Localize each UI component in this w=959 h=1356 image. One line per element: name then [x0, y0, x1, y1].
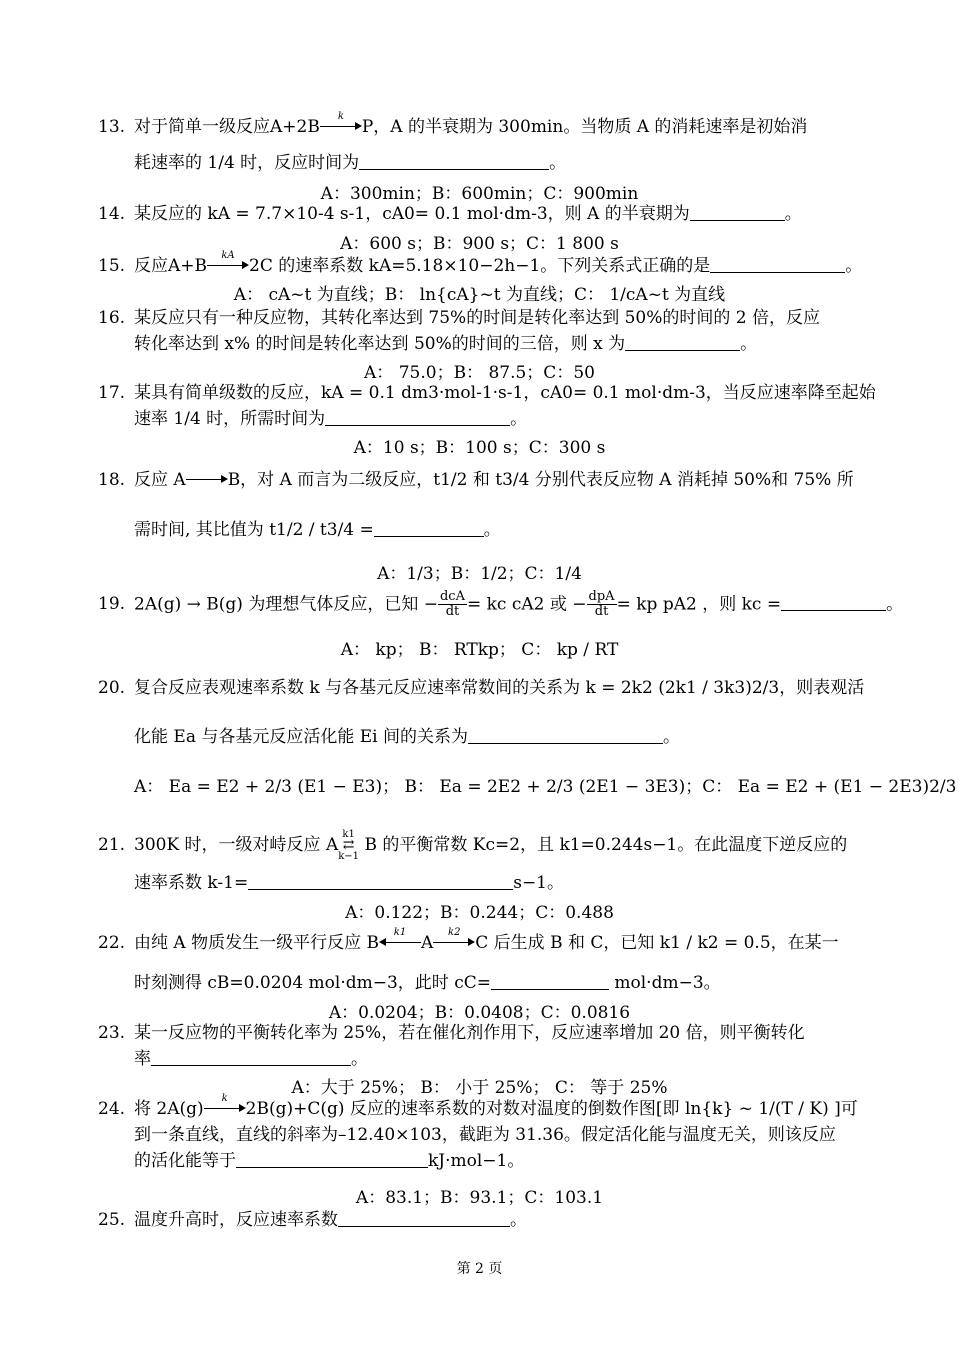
question-25: 25. 温度升高时，反应速率系数 。	[98, 1210, 527, 1230]
question-23: 23. 某一反应物的平衡转化率为 25%，若在催化剂作用下，反应速率增加 20 倍，则平衡转化 率 。	[98, 1023, 805, 1069]
question-20-cont: 化能 Ea 与各基元反应活化能 Ei 间的关系为 。	[134, 727, 681, 747]
answer-blank[interactable]	[491, 974, 609, 990]
question-13	[98, 111, 888, 139]
answer-blank[interactable]	[325, 410, 510, 426]
answer-blank[interactable]	[468, 728, 663, 744]
options-19: A： kp； B： RTkp； C： kp / RT	[340, 640, 619, 660]
question-number: 22.	[98, 933, 126, 953]
question-number: 14.	[98, 204, 126, 224]
question-text: C 后生成 B 和 C，已知 k1 / k2 = 0.5，在某一	[475, 933, 839, 953]
question-text: 将 2A(g)	[134, 1099, 204, 1119]
answer-blank[interactable]	[374, 521, 484, 537]
question-24: 24. 将 2A(g) k 2B(g)+C(g) 反应的速率系数的对数对温度的倒数作图[即 ln{k} ~ 1/(T / K) ]可 到一条直线，直线的斜率为–12.40×103，截距为 31.36。假定活化能与温度无关，则该反应 的活化能等于 kJ·mol−1。	[98, 1098, 888, 1173]
question-14: 14. 某反应的 kA = 7.7×10-4 s-1，cA0= 0.1 mol·dm-3，则 A 的半衰期为 。	[98, 204, 802, 224]
options-20: A： Ea = E2 + 2/3 (E1 − E3)； B： Ea = 2E2 + 2/3 (2E1 − 3E3)；C： Ea = E2 + (E1 − 2E3)2/3	[134, 777, 957, 797]
reaction-arrow-right: k2	[433, 934, 475, 946]
question-13-cont: 耗速率的 1/4 时，反应时间为 。	[134, 153, 567, 173]
equilibrium-arrows: k1 ⇄ k−1	[338, 829, 360, 862]
question-21	[98, 830, 888, 861]
question-text: 某反应的 kA = 7.7×10-4 s-1，cA0= 0.1 mol·dm-3，则 A 的半衰期为	[134, 204, 690, 224]
question-number: 23.	[98, 1023, 126, 1043]
question-text: P，A 的半衰期为 300min。当物质 A 的消耗速率是初始消	[361, 117, 808, 137]
question-22-cont: 时刻测得 cB=0.0204 mol·dm−3，此时 cC= mol·dm−3。	[134, 973, 721, 993]
question-number: 16.	[98, 308, 126, 328]
question-number: 25.	[98, 1210, 126, 1230]
question-number: 24.	[98, 1099, 126, 1119]
options-16: A： 75.0；B： 87.5；C：50	[364, 363, 595, 383]
reaction-arrow	[186, 471, 228, 483]
question-18	[98, 469, 888, 492]
question-15: 15. 反应A+B kA 2C 的速率系数 kA=5.18×10−2h−1。下列关系式正确的是 。	[98, 250, 863, 276]
reaction-arrow: k	[204, 1100, 246, 1112]
question-21-cont: 速率系数 k-1= s−1。	[134, 873, 565, 893]
answer-blank[interactable]	[625, 335, 740, 351]
reaction-arrow-left: k1	[379, 934, 421, 946]
question-text: 某反应只有一种反应物，其转化率达到 75%的时间是转化率达到 50%的时间的 2 倍，反应	[134, 308, 820, 328]
options-17: A：10 s；B：100 s；C：300 s	[353, 438, 606, 458]
reaction-arrow: kA	[207, 257, 249, 269]
fraction: $\frac{\text{dpA}}{dt}$	[588, 589, 615, 620]
answer-blank[interactable]	[690, 205, 785, 221]
answer-blank[interactable]	[781, 595, 886, 611]
question-text: 速率系数 k-1=	[134, 873, 249, 893]
question-text: 的活化能等于	[134, 1150, 236, 1171]
options-23: A：大于 25%； B： 小于 25%； C： 等于 25%	[291, 1078, 668, 1098]
options-15: A： cA~t 为直线；B： ln{cA}~t 为直线；C： 1/cA~t 为直线	[233, 285, 726, 305]
question-text: 2C 的速率系数 kA=5.18×10−2h−1。下列关系式正确的是	[249, 256, 711, 276]
answer-blank[interactable]	[359, 154, 549, 170]
question-text: 反应A+B	[134, 256, 208, 276]
question-17: 17. 某具有简单级数的反应，kA = 0.1 dm3·mol-1·s-1，cA0= 0.1 mol·dm-3，当反应速率降至起始 速率 1/4 时，所需时间为 。	[98, 383, 876, 429]
question-number: 21.	[98, 834, 126, 855]
question-text: 到一条直线，直线的斜率为–12.40×103，截距为 31.36。假定活化能与温度无关，则该反应	[134, 1124, 836, 1145]
reaction-arrow: k	[320, 118, 362, 130]
question-number: 19.	[98, 594, 126, 615]
options-21: A：0.122；B：0.244；C：0.488	[345, 903, 614, 923]
question-20	[98, 677, 888, 700]
question-18-cont: 需时间, 其比值为 t1/2 / t3/4 = 。	[134, 520, 501, 540]
question-22: 22. 由纯 A 物质发生一级平行反应 B k1 A k2 C 后生成 B 和 C，已知 k1 / k2 = 0.5，在某一	[98, 927, 839, 953]
answer-blank[interactable]	[236, 1152, 428, 1168]
question-text: 复合反应表观速率系数 k 与各基元反应速率常数间的关系为 k = 2k2 (2k1 / 3k3)2/3，则表观活	[134, 678, 865, 698]
options-13: A：300min；B：600min；C：900min	[320, 184, 639, 204]
answer-blank[interactable]	[248, 874, 513, 890]
options-14: A：600 s；B：900 s；C：1 800 s	[340, 234, 619, 254]
question-text: 300K 时，一级对峙反应 A	[134, 834, 339, 855]
question-text: 化能 Ea 与各基元反应活化能 Ei 间的关系为	[134, 727, 469, 747]
question-text: B，对 A 而言为二级反应，t1/2 和 t3/4 分别代表反应物 A 消耗掉 50%和 75% 所	[227, 470, 854, 490]
page-footer: 第 2 页	[456, 1261, 503, 1277]
question-text: 需时间, 其比值为 t1/2 / t3/4 =	[134, 520, 374, 540]
question-text: 耗速率的 1/4 时，反应时间为	[134, 153, 360, 173]
question-text: 某一反应物的平衡转化率为 25%，若在催化剂作用下，反应速率增加 20 倍，则平衡转化	[134, 1023, 805, 1043]
question-text: 转化率达到 x% 的时间是转化率达到 50%的时间的三倍，则 x 为	[134, 333, 626, 354]
question-text: 温度升高时，反应速率系数	[134, 1210, 338, 1230]
question-text: = kp pA2 ，则 kc =	[616, 594, 782, 615]
question-text: 某具有简单级数的反应，kA = 0.1 dm3·mol-1·s-1，cA0= 0.1 mol·dm-3，当反应速率降至起始	[134, 383, 876, 403]
options-18: A：1/3；B：1/2；C：1/4	[377, 564, 582, 584]
question-number: 13.	[98, 117, 126, 137]
question-text: 时刻测得 cB=0.0204 mol·dm−3，此时 cC=	[134, 973, 491, 993]
question-16: 16. 某反应只有一种反应物，其转化率达到 75%的时间是转化率达到 50%的时间的 2 倍，反应 转化率达到 x% 的时间是转化率达到 50%的时间的三倍，则 x 为 。	[98, 308, 820, 354]
question-number: 20.	[98, 678, 126, 698]
question-text: 反应 A	[134, 470, 186, 490]
question-number: 17.	[98, 383, 126, 403]
answer-blank[interactable]	[710, 257, 845, 273]
answer-blank[interactable]	[151, 1050, 351, 1066]
options-22: A：0.0204；B：0.0408；C：0.0816	[328, 1003, 631, 1023]
question-text: 由纯 A 物质发生一级平行反应 B	[134, 933, 379, 953]
question-text: 对于简单一级反应A+2B	[134, 117, 320, 137]
answer-blank[interactable]	[338, 1211, 510, 1227]
question-number: 18.	[98, 470, 126, 490]
question-19: 19. 2A(g) → B(g) 为理想气体反应，已知 − $\frac{\text{dcA}}{dt}$ = kc cA2 或 − $\frac{\text{dpA}}{dt}$ = kp pA2 ，则 kc = 。	[98, 589, 904, 620]
fraction: $\frac{\text{dcA}}{dt}$	[439, 589, 465, 620]
question-text: = kc cA2 或 −	[466, 594, 587, 615]
options-24: A：83.1；B：93.1；C：103.1	[355, 1188, 604, 1208]
question-number: 15.	[98, 256, 126, 276]
question-text: 2B(g)+C(g) 反应的速率系数的对数对温度的倒数作图[即 ln{k} ~ 1/(T / K) ]可	[245, 1099, 858, 1119]
question-text: 率	[134, 1048, 151, 1069]
question-text: 2A(g) → B(g) 为理想气体反应，已知 −	[134, 594, 438, 615]
question-text: B 的平衡常数 Kc=2，且 k1=0.244s−1。在此温度下逆反应的	[364, 834, 848, 855]
question-text: 速率 1/4 时，所需时间为	[134, 408, 326, 429]
